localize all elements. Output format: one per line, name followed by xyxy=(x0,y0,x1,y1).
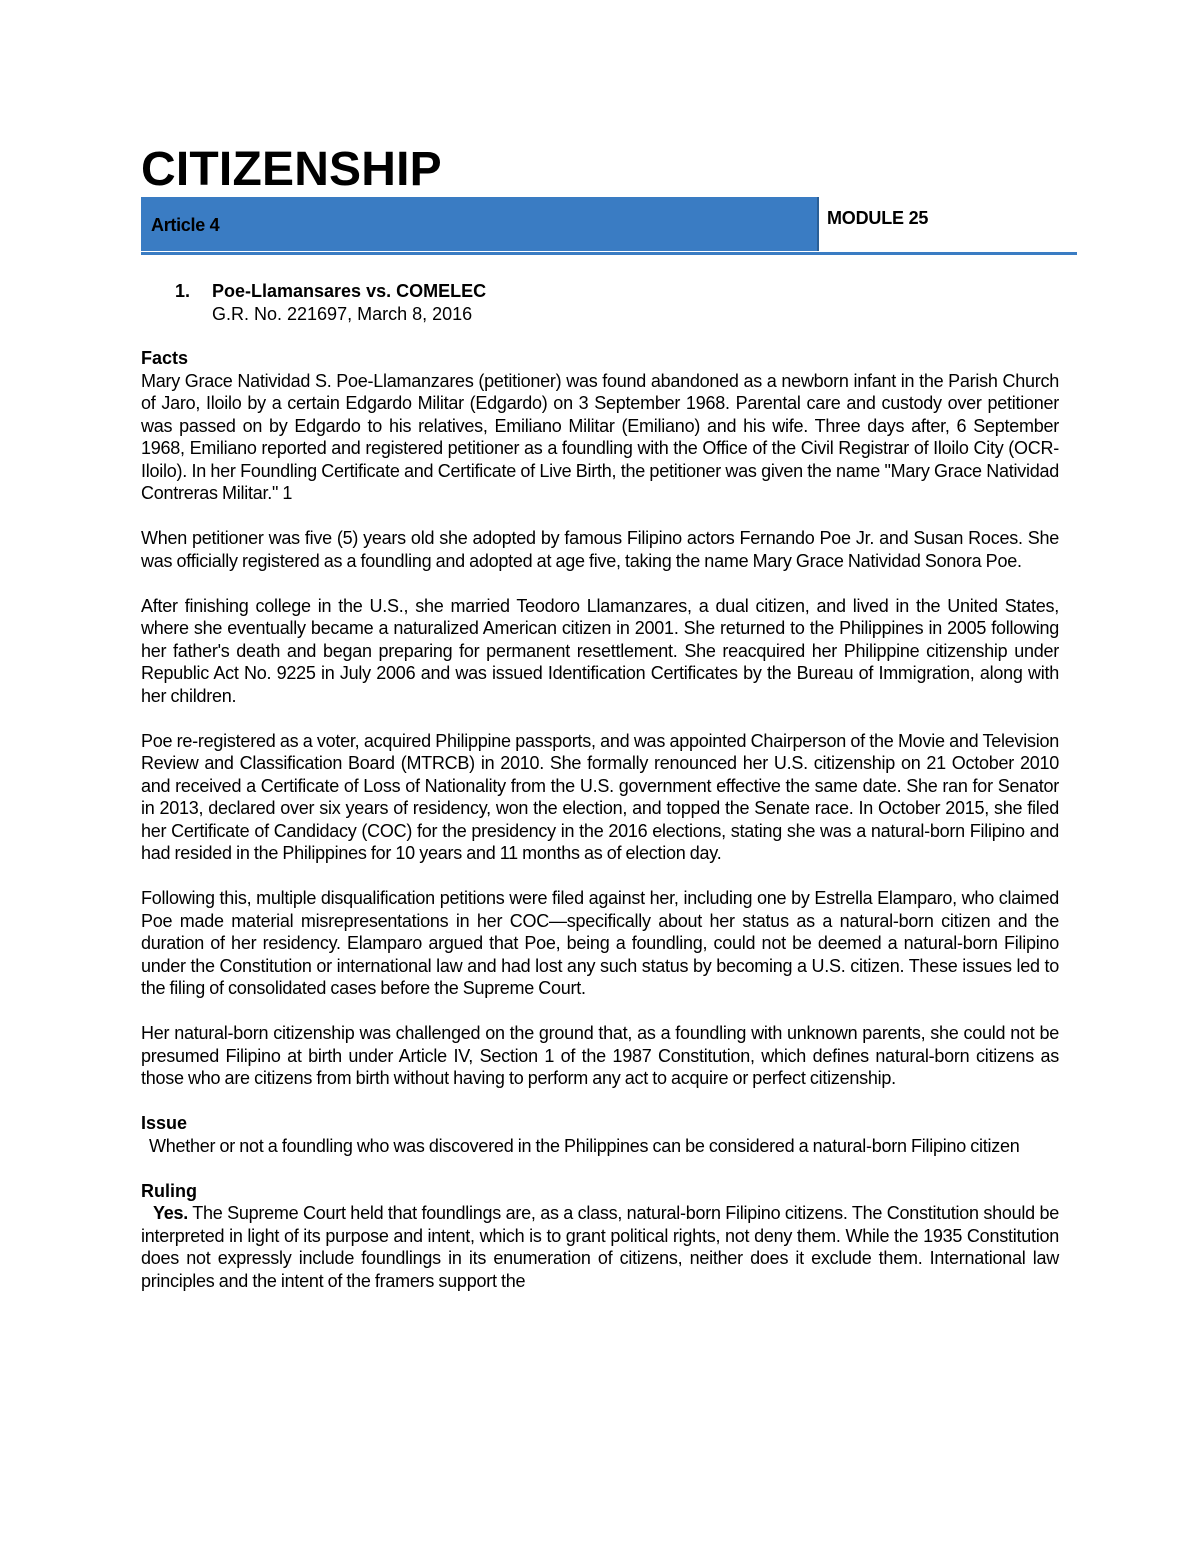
facts-paragraph: When petitioner was five (5) years old she adopted by famous Filipino actors Fernando Poe Jr. and Susan Roces. She was officially registered as a foundling and adopted at age five, taking the name Mary Grace Natividad Sonora Poe. xyxy=(141,528,1059,571)
issue-heading: Issue xyxy=(141,1113,188,1133)
ruling-paragraph xyxy=(141,1202,1059,1292)
case-name: Poe-Llamansares vs. COMELEC xyxy=(212,281,487,301)
ruling-heading: Ruling xyxy=(141,1180,197,1201)
article-banner xyxy=(141,197,819,251)
header-rule xyxy=(141,252,1077,255)
document-title: CITIZENSHIP xyxy=(141,143,442,196)
facts-paragraph: Following this, multiple disqualification petitions were filed against her, including one by Estrella Elamparo, who claimed Poe made material misrepresentations in her COC—specifically about her status as a natural-born citizen and the duration of her residency. Elamparo argued that Poe, being a foundling, could not be deemed a natural-born Filipino under the Constitution or international law and had lost any such status by becoming a U.S. citizen. These issues led to the filing of consolidated cases before the Supreme Court. xyxy=(141,888,1059,998)
ruling-text: The Supreme Court held that foundlings are, as a class, natural-born Filipino citizens. The Constitution should be interpreted in light of its purpose and intent, which is to grant political rights, not deny them. While the 1935 Constitution does not expressly include foundlings in its enumeration of citizens, neither does it exclude them. International law principles and the intent of the framers support the xyxy=(141,1203,1059,1291)
facts-paragraph: After finishing college in the U.S., she married Teodoro Llamanzares, a dual citizen, and lived in the United States, where she eventually became a naturalized American citizen in 2001. She returned to the Philippines in 2005 following her father's death and began preparing for permanent resettlement. She reacquired her Philippine citizenship under Republic Act No. 9225 in July 2006 and was issued Identification Certificates by the Bureau of Immigration, along with her children. xyxy=(141,595,1059,706)
facts-paragraph: Poe re-registered as a voter, acquired Philippine passports, and was appointed Chairperson of the Movie and Television Review and Classification Board (MTRCB) in 2010. She formally renounced her U.S. citizenship on 21 October 2010 and received a Certificate of Loss of Nationality from the U.S. government effective the same date. She ran for Senator in 2013, declared over six years of residency, won the election, and topped the Senate race. In October 2015, she filed her Certificate of Candidacy (COC) for the presidency in the 2016 elections, stating she was a natural-born Filipino and had resided in the Philippines for 10 years and 11 months as of election day. xyxy=(141,730,1059,863)
ruling-lead: Yes. xyxy=(153,1203,189,1223)
document-body xyxy=(141,347,1059,1315)
article-label: Article 4 xyxy=(151,215,220,235)
facts-paragraph: Mary Grace Natividad S. Poe-Llamanzares (petitioner) was found abandoned as a newborn infant in the Parish Church of Jaro, Iloilo by a certain Edgardo Militar (Edgardo) on 3 September 1968. Parental care and custody over petitioner was passed on by Edgardo to his relatives, Emiliano Militar (Emiliano) and his wife. Three days after, 6 September 1968, Emiliano reported and registered petitioner as a foundling with the Office of the Civil Registrar of Iloilo City (OCR-Iloilo). In her Foundling Certificate and Certificate of Live Birth, the petitioner was given the name "Mary Grace Natividad Contreras Militar." 1 xyxy=(141,370,1059,503)
module-label: MODULE 25 xyxy=(827,208,929,228)
case-citation: G.R. No. 221697, March 8, 2016 xyxy=(212,304,473,324)
facts-paragraph: Her natural-born citizenship was challenged on the ground that, as a foundling with unknown parents, she could not be presumed Filipino at birth under Article IV, Section 1 of the 1987 Constitution, which defines natural-born citizens as those who are citizens from birth without having to perform any act to acquire or perfect citizenship. xyxy=(141,1023,1059,1088)
issue-text: Whether or not a foundling who was discovered in the Philippines can be considered a natural-born Filipino citizen xyxy=(149,1135,1020,1156)
case-number: 1. xyxy=(175,281,191,301)
facts-heading: Facts xyxy=(141,348,189,368)
